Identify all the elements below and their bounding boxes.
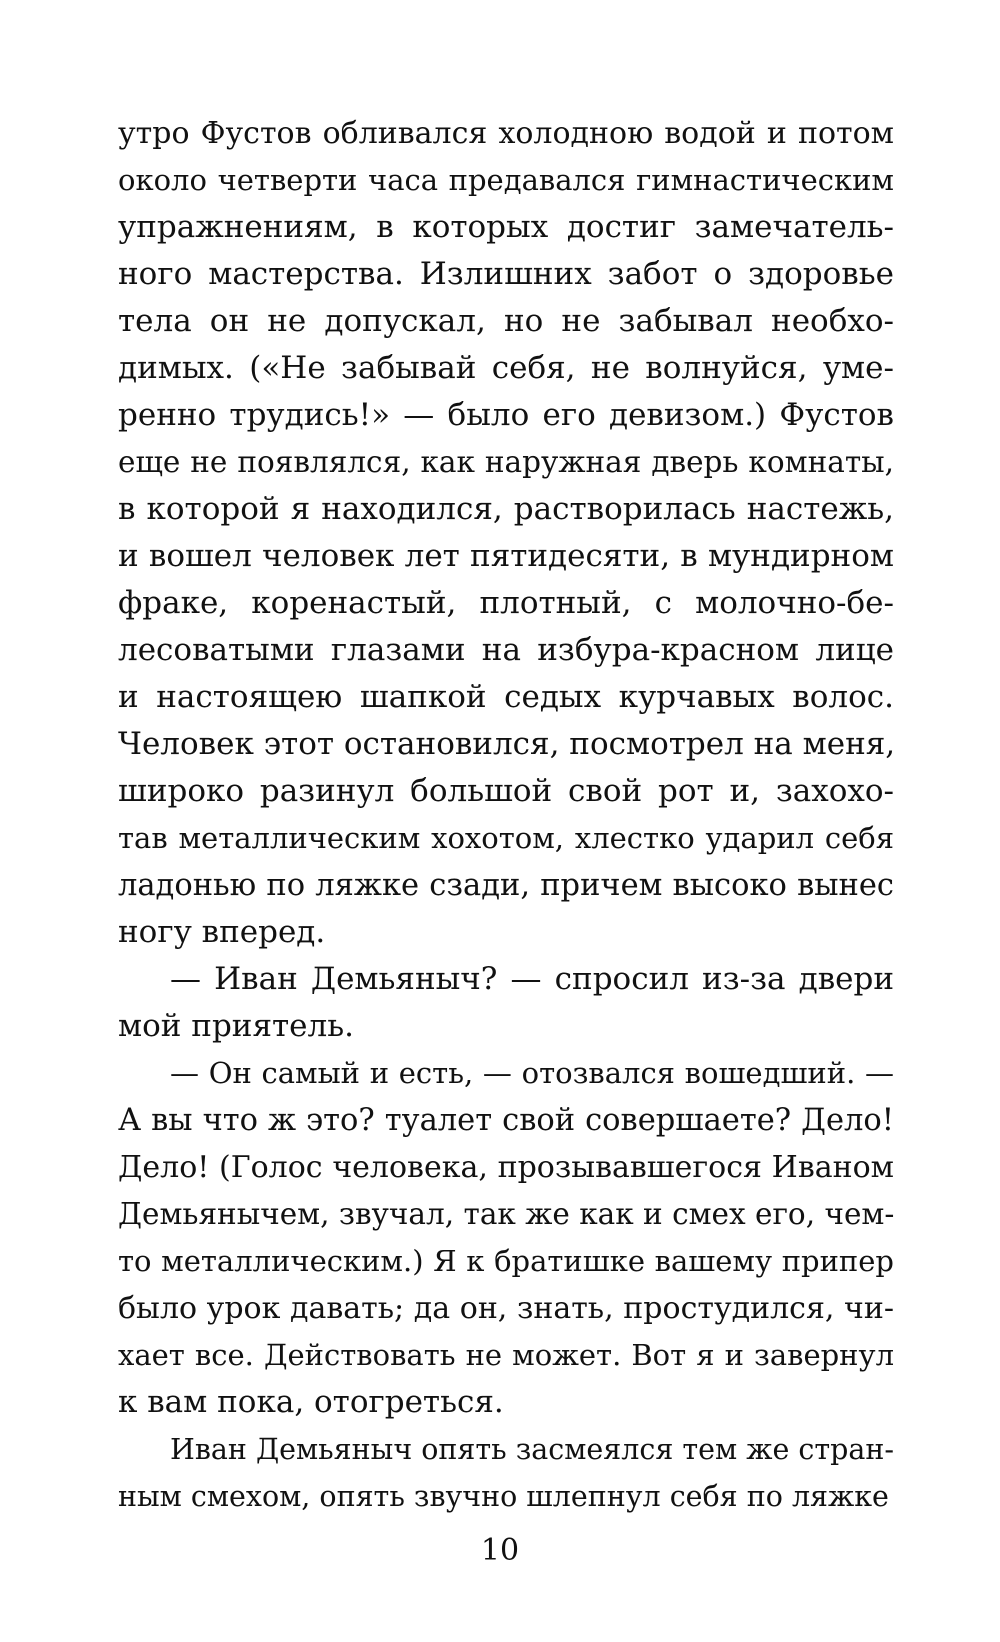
text-line: ренно трудись!» — было его девизом.) Фустов xyxy=(118,397,894,433)
text-line: тав металлическим хохотом, хлестко ударил себя xyxy=(118,821,894,855)
text-line: — Он самый и есть, — отозвался вошедший. — xyxy=(170,1056,894,1090)
paragraph xyxy=(118,956,894,1050)
text-line: тела он не допускал, но не забывал необхо- xyxy=(118,303,894,339)
text-line: около четверти часа предавался гимнастическим xyxy=(118,163,894,197)
page-number: 10 xyxy=(480,1533,520,1568)
text-line: хает все. Действовать не может. Вот я и завернул xyxy=(118,1338,894,1372)
text-line: еще не появлялся, как наружная дверь комнаты, xyxy=(118,445,894,479)
text-line: Иван Демьяныч опять засмеялся тем же стран- xyxy=(170,1433,894,1466)
text-line: и настоящею шапкой седых курчавых волос. xyxy=(118,679,894,715)
text-line: фраке, коренастый, плотный, с молочно-бе- xyxy=(118,585,894,621)
text-line: и вошел человек лет пятидесяти, в мундирном xyxy=(118,538,894,574)
text-line: было урок давать; да он, знать, простудился, чи- xyxy=(118,1291,894,1326)
paragraph xyxy=(118,1426,894,1520)
text-line: димых. («Не забывай себя, не волнуйся, уме- xyxy=(118,350,894,386)
text-line: утро Фустов обливался холодною водой и потом xyxy=(118,116,894,151)
text-line: ногу вперед. xyxy=(118,914,326,950)
text-line: к вам пока, отогреться. xyxy=(118,1384,504,1420)
text-line: в которой я находился, растворилась настежь, xyxy=(118,491,894,527)
text-line: ладонью по ляжке сзади, причем высоко вынес xyxy=(118,868,894,903)
text-line: А вы что ж это? туалет свой совершаете? Дело! xyxy=(118,1103,894,1138)
text-line: — Иван Демьяныч? — спросил из-за двери xyxy=(170,961,894,997)
text-line: ного мастерства. Излишних забот о здоровье xyxy=(118,256,894,292)
text-line: широко разинул большой свой рот и, захохо- xyxy=(118,773,894,809)
text-line: Человек этот остановился, посмотрел на меня, xyxy=(118,726,896,762)
text-line: то металлическим.) Я к братишке вашему припер xyxy=(118,1244,894,1278)
text-line: лесоватыми глазами на избура-красном лице xyxy=(118,632,894,668)
paragraph xyxy=(118,110,894,956)
text-line: ным смехом, опять звучно шлепнул себя по ляжке xyxy=(118,1480,889,1513)
body-text xyxy=(118,110,894,1520)
text-line: Демьянычем, звучал, так же как и смех его, чем- xyxy=(118,1197,895,1231)
text-line: Дело! (Голос человека, прозывавшегося Иваном xyxy=(118,1150,894,1185)
paragraph xyxy=(118,1050,894,1426)
text-line: упражнениям, в которых достиг замечатель- xyxy=(118,209,894,245)
text-line: мой приятель. xyxy=(118,1008,354,1044)
